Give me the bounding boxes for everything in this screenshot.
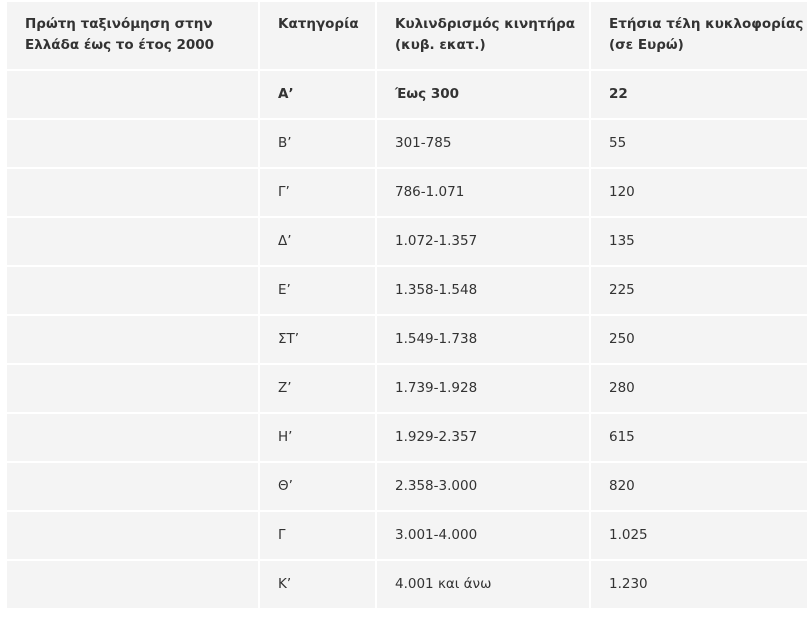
cell-registration: [7, 218, 258, 265]
header-first-registration: Πρώτη ταξινόμηση στην Ελλάδα έως το έτος 2000: [7, 2, 258, 69]
cell-capacity: 1.929-2.357: [377, 414, 589, 461]
cell-category: Θ’: [260, 463, 375, 510]
cell-capacity: 3.001-4.000: [377, 512, 589, 559]
table-container: [5, 0, 807, 610]
cell-registration: [7, 561, 258, 608]
cell-fee: 820: [591, 463, 807, 510]
cell-fee: 120: [591, 169, 807, 216]
table-row: [7, 512, 807, 559]
table-row: [7, 414, 807, 461]
cell-capacity: 4.001 και άνω: [377, 561, 589, 608]
road-tax-table: [5, 0, 809, 610]
cell-capacity: 786-1.071: [377, 169, 589, 216]
cell-fee: 1.230: [591, 561, 807, 608]
cell-registration: [7, 512, 258, 559]
cell-fee: 1.025: [591, 512, 807, 559]
cell-category: Ε’: [260, 267, 375, 314]
cell-capacity: 1.358-1.548: [377, 267, 589, 314]
cell-category: Δ’: [260, 218, 375, 265]
table-row: [7, 71, 807, 118]
cell-registration: [7, 463, 258, 510]
cell-category: Γ’: [260, 169, 375, 216]
table-row: [7, 561, 807, 608]
cell-registration: [7, 71, 258, 118]
cell-capacity: 1.072-1.357: [377, 218, 589, 265]
cell-category: Ζ’: [260, 365, 375, 412]
cell-capacity: 301-785: [377, 120, 589, 167]
table-row: [7, 365, 807, 412]
cell-category: Κ’: [260, 561, 375, 608]
cell-capacity: 1.739-1.928: [377, 365, 589, 412]
table-row: [7, 120, 807, 167]
cell-registration: [7, 316, 258, 363]
header-annual-fee: Ετήσια τέλη κυκλοφορίας (σε Ευρώ): [591, 2, 807, 69]
cell-fee: 225: [591, 267, 807, 314]
cell-category: Γ: [260, 512, 375, 559]
cell-registration: [7, 267, 258, 314]
cell-fee: 135: [591, 218, 807, 265]
table-row: [7, 169, 807, 216]
cell-fee: 250: [591, 316, 807, 363]
cell-fee: 615: [591, 414, 807, 461]
cell-registration: [7, 120, 258, 167]
table-row: [7, 267, 807, 314]
cell-category: Α’: [260, 71, 375, 118]
cell-registration: [7, 414, 258, 461]
table-row: [7, 316, 807, 363]
header-engine-capacity: Κυλινδρισμός κινητήρα (κυβ. εκατ.): [377, 2, 589, 69]
cell-category: Η’: [260, 414, 375, 461]
header-row: [7, 2, 807, 69]
cell-fee: 22: [591, 71, 807, 118]
cell-capacity: 1.549-1.738: [377, 316, 589, 363]
header-category: Κατηγορία: [260, 2, 375, 69]
cell-capacity: Έως 300: [377, 71, 589, 118]
cell-registration: [7, 169, 258, 216]
table-row: [7, 463, 807, 510]
cell-registration: [7, 365, 258, 412]
cell-fee: 55: [591, 120, 807, 167]
cell-fee: 280: [591, 365, 807, 412]
cell-capacity: 2.358-3.000: [377, 463, 589, 510]
cell-category: Β’: [260, 120, 375, 167]
cell-category: ΣΤ’: [260, 316, 375, 363]
table-row: [7, 218, 807, 265]
